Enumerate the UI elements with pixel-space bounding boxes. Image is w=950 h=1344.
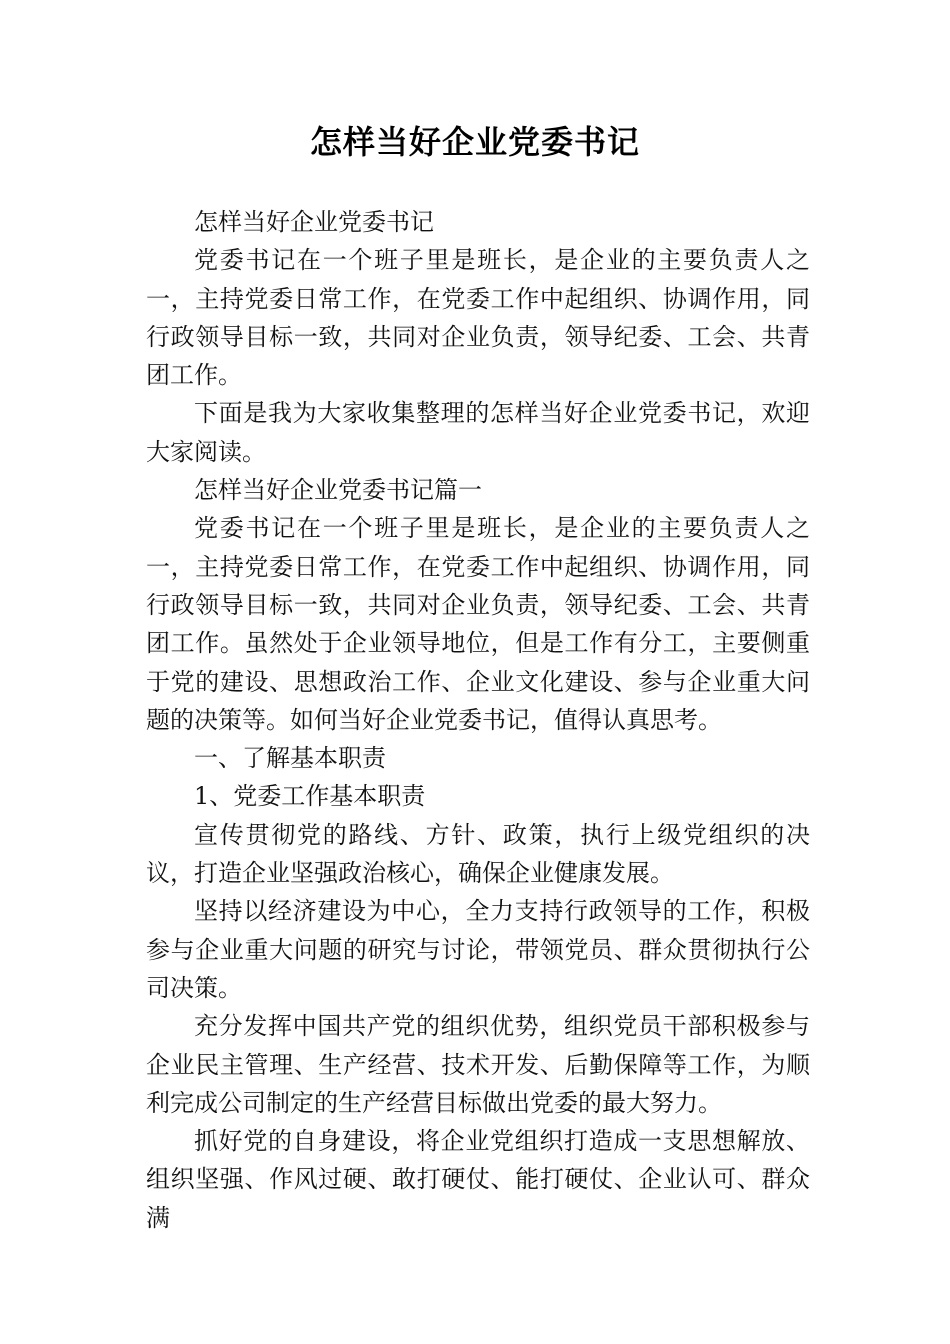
section-heading: 怎样当好企业党委书记篇一 (194, 476, 482, 505)
paragraph: 充分发挥中国共产党的组织优势，组织党员干部积极参与企业民主管理、生产经营、技术开发、后勤保障等工作，为顺利完成公司制定的生产经营目标做出党委的最大努力。 (146, 1012, 810, 1117)
paragraph: 宣传贯彻党的路线、方针、政策，执行上级党组织的决议，打造企业坚强政治核心，确保企业健康发展。 (146, 820, 810, 888)
paragraph: 怎样当好企业党委书记 (194, 208, 434, 236)
paragraph: 下面是我为大家收集整理的怎样当好企业党委书记，欢迎大家阅读。 (146, 399, 810, 466)
document-body (146, 203, 810, 1237)
paragraph: 党委书记在一个班子里是班长，是企业的主要负责人之一，主持党委日常工作，在党委工作中起组织、协调作用，同行政领导目标一致，共同对企业负责，领导纪委、工会、共青团工作。虽然处于企业领导地位，但是工作有分工，主要侧重于党的建设、思想政治工作、企业文化建设、参与企业重大问题的决策等。如何当好企业党委书记，值得认真思考。 (146, 514, 810, 734)
paragraph: 坚持以经济建设为中心，全力支持行政领导的工作，积极参与企业重大问题的研究与讨论，带领党员、群众贯彻执行公司决策。 (146, 897, 810, 1002)
paragraph: 抓好党的自身建设，将企业党组织打造成一支思想解放、组织坚强、作风过硬、敢打硬仗、能打硬仗、企业认可、群众满 (146, 1127, 810, 1232)
document-title: 怎样当好企业党委书记 (309, 123, 640, 161)
subsection-heading: 1、党委工作基本职责 (194, 782, 426, 811)
paragraph: 党委书记在一个班子里是班长，是企业的主要负责人之一，主持党委日常工作，在党委工作中起组织、协调作用，同行政领导目标一致，共同对企业负责，领导纪委、工会、共青团工作。 (146, 246, 810, 390)
section-heading: 一、了解基本职责 (194, 744, 386, 773)
